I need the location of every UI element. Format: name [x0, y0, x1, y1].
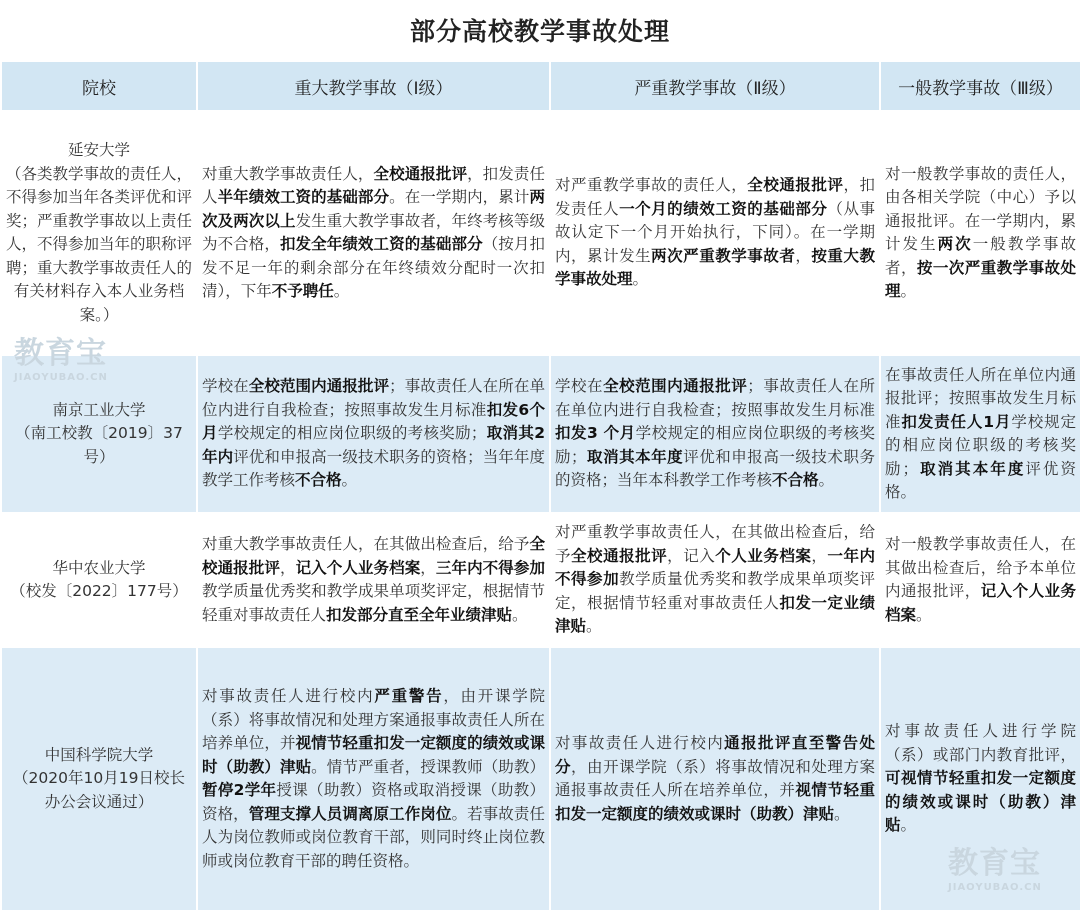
- major-cell: [197, 647, 550, 911]
- watermark-brand: 教育宝: [14, 336, 107, 371]
- plain-text: 对一般教学事故责任人，在其做出检查后，给予本单位内通报批评，: [885, 535, 1076, 600]
- general-cell: [880, 647, 1080, 911]
- major-cell: [197, 513, 550, 647]
- header-general: 一般教学事故（Ⅲ级）: [880, 61, 1080, 111]
- emphasis-text: 暂停2学年: [202, 781, 277, 799]
- emphasis-text: 严重警告: [374, 687, 444, 705]
- header-school: 院校: [1, 61, 197, 111]
- school-cell: [1, 355, 197, 513]
- plain-text: ，: [279, 558, 296, 577]
- plain-text: 学校在: [202, 377, 249, 396]
- watermark-url: JIAOYUBAO.CN: [948, 882, 1042, 893]
- page-title: 部分高校教学事故处理: [409, 17, 670, 46]
- school-name: 华中农业大学: [52, 558, 146, 577]
- plain-text: 。: [512, 605, 528, 624]
- emphasis-text: 按一次严重教学事故处理: [885, 258, 1076, 300]
- general-cell: [880, 355, 1080, 513]
- watermark-brand: 教育宝: [948, 846, 1041, 881]
- emphasis-text: 一年内不得参加: [555, 546, 875, 589]
- plain-text: 在事故责任人所在单位内通报批评；按照事故发生月标准: [885, 365, 1076, 431]
- plain-text: 。情节严重者，授课教师（助教）: [311, 757, 545, 776]
- plain-text: 对事故责任人进行校内: [555, 734, 725, 752]
- general-cell: [880, 513, 1080, 647]
- plain-text: ，由开课学院（系）将事故情况和处理方案通报事故责任人所在培养单位，并: [202, 687, 545, 752]
- plain-text: 学校规定的相应岗位职级的考核奖励；: [885, 412, 1076, 478]
- emphasis-text: 取消其本年度: [918, 459, 1026, 478]
- plain-text: 对严重教学事故责任人，在其做出检查后，给予: [555, 523, 875, 565]
- plain-text: ，: [811, 546, 828, 565]
- plain-text: ；事故责任人在所在单位内进行自我检查；按照事故发生月标准: [555, 377, 875, 419]
- plain-text: ，扣发责任人: [555, 176, 875, 218]
- emphasis-text: 扣发全年绩效工资的基础部分: [279, 235, 483, 253]
- emphasis-text: 记入个人业务档案: [295, 558, 421, 577]
- plain-text: 。在一学期内，累计: [389, 188, 530, 206]
- emphasis-text: 扣发6个月: [202, 400, 545, 443]
- plain-text: 。: [900, 282, 917, 300]
- emphasis-text: 三年内不得参加: [435, 558, 545, 577]
- plain-text: 对重大教学事故责任人，在其做出检查后，给予: [202, 535, 530, 553]
- accident-table: [0, 60, 1080, 912]
- school-name: 南京工业大学: [52, 400, 146, 419]
- plain-text: 对重大教学事故责任人，: [202, 164, 374, 183]
- plain-text: 授课（助教）资格或取消授课（助教）资格，: [202, 781, 545, 823]
- emphasis-text: 不合格: [772, 471, 819, 490]
- header-serious: 严重教学事故（Ⅱ级）: [550, 61, 880, 111]
- emphasis-text: 视情节轻重扣发一定额度的绩效或课时（助教）津贴: [555, 781, 875, 823]
- table-row: [1, 111, 1080, 355]
- emphasis-text: 全校通报批评: [747, 176, 844, 195]
- emphasis-text: 全校通报批评: [571, 546, 668, 565]
- plain-text: 发生重大教学事故者，年终考核等级为不合格，: [202, 211, 545, 253]
- plain-text: 对事故责任人进行校内: [202, 687, 375, 705]
- emphasis-text: 通报批评直至警告处分: [555, 734, 875, 776]
- emphasis-text: 半年绩效工资的基础部分: [217, 188, 390, 206]
- watermark-url: JIAOYUBAO.CN: [14, 372, 108, 383]
- table-header-row: [1, 61, 1080, 111]
- major-cell: [197, 111, 550, 355]
- table-row: [1, 647, 1080, 911]
- school-cell: [1, 647, 197, 911]
- emphasis-text: 扣发责任人1月: [901, 412, 1012, 431]
- plain-text: ，由开课学院（系）将事故情况和处理方案通报事故责任人所在培养单位，并: [555, 757, 875, 799]
- school-name: 延安大学: [67, 141, 130, 159]
- school-cell: [1, 513, 197, 647]
- plain-text: ，: [795, 246, 812, 265]
- plain-text: ，: [420, 558, 436, 577]
- emphasis-text: 全校通报批评: [202, 535, 545, 577]
- emphasis-text: 视情节轻重扣发一定额度的绩效或课时（助教）津贴: [202, 734, 545, 776]
- plain-text: 学校规定的相应岗位职级的考核奖励；: [217, 424, 487, 443]
- table-row: [1, 513, 1080, 647]
- emphasis-text: 可视情节轻重扣发一定额度的绩效或课时（助教）津贴: [885, 769, 1076, 835]
- plain-text: 评优资格。: [885, 459, 1076, 501]
- plain-text: 评优和申报高一级技术职务的资格；当年本科教学工作考核: [555, 447, 875, 490]
- plain-text: ；事故责任人在所在单位内进行自我检查；按照事故发生月标准: [202, 377, 545, 419]
- plain-text: 。: [916, 605, 932, 624]
- serious-cell: [550, 647, 880, 911]
- school-name: 中国科学院大学: [44, 745, 154, 764]
- emphasis-text: 两次及两次以上: [202, 188, 545, 230]
- plain-text: ，记入: [667, 546, 716, 565]
- emphasis-text: 取消其2年内: [202, 424, 545, 466]
- school-note: （2020年10月19日校长办公会议通过）: [13, 769, 185, 811]
- plain-text: 。: [834, 804, 850, 823]
- emphasis-text: 不予聘任: [271, 282, 334, 300]
- emphasis-text: 全校范围内通报批评: [248, 377, 390, 396]
- emphasis-text: 按重大教学事故处理: [555, 246, 875, 289]
- plain-text: ，扣发责任人: [202, 164, 545, 206]
- plain-text: 一般教学事故者，: [885, 235, 1076, 277]
- school-note: （南工校教〔2019〕37号）: [15, 424, 183, 466]
- plain-text: 教学质量优秀奖和教学成果单项奖评定，根据情节轻重对事故责任人: [202, 582, 545, 624]
- plain-text: 对严重教学事故的责任人，: [555, 176, 748, 195]
- emphasis-text: 扣发一定业绩津贴: [555, 593, 875, 636]
- serious-cell: [550, 513, 880, 647]
- plain-text: 。: [586, 617, 602, 636]
- emphasis-text: 全校通报批评: [373, 164, 468, 183]
- plain-text: （从事故认定下一个月开始执行，下同）。在一学期内，累计发生: [555, 199, 875, 265]
- emphasis-text: 不合格: [295, 471, 342, 490]
- general-cell: [880, 111, 1080, 355]
- header-major: 重大教学事故（Ⅰ级）: [197, 61, 550, 111]
- emphasis-text: 两次: [937, 235, 973, 253]
- emphasis-text: 管理支撑人员调离原工作岗位: [248, 804, 452, 823]
- school-cell: [1, 111, 197, 355]
- school-note: （校发〔2022〕177号）: [10, 582, 188, 600]
- emphasis-text: 一个月的绩效工资的基础部分: [619, 199, 828, 218]
- plain-text: 学校在: [555, 377, 604, 396]
- emphasis-text: 全校范围内通报批评: [603, 377, 748, 396]
- plain-text: 。: [900, 816, 917, 835]
- plain-text: 对事故责任人进行学院（系）或部门内教育批评，: [885, 722, 1076, 764]
- school-note: （各类教学事故的责任人，不得参加当年各类评优和评奖；严重教学事故以上责任人，不得参加当年的职称评聘；重大教学事故责任人的有关材料存入本人业务档案。）: [6, 164, 193, 324]
- plain-text: 教学质量优秀奖和教学成果单项奖评定，根据情节轻重对事故责任人: [555, 570, 875, 612]
- plain-text: 。: [632, 270, 649, 289]
- plain-text: （按月扣发不足一年的剩余部分在年终绩效分配时一次扣清），下年: [202, 235, 545, 300]
- plain-text: 学校规定的相应岗位职级的考核奖励；: [555, 424, 875, 466]
- emphasis-text: 个人业务档案: [715, 546, 812, 565]
- table-row: [1, 355, 1080, 513]
- plain-text: 。: [818, 471, 835, 490]
- plain-text: 。: [341, 471, 358, 490]
- plain-text: 评优和申报高一级技术职务的资格；当年年度教学工作考核: [202, 447, 545, 490]
- emphasis-text: 两次严重教学事故者: [651, 246, 796, 265]
- emphasis-text: 取消其本年度: [586, 447, 684, 466]
- emphasis-text: 扣发部分直至全年业绩津贴: [326, 605, 513, 624]
- plain-text: 对一般教学事故的责任人，由各相关学院（中心）予以通报批评。在一学期内，累计发生: [885, 164, 1076, 253]
- plain-text: 。若事故责任人为岗位教师或岗位教育干部，则同时终止岗位教师或岗位教育干部的聘任资格。: [202, 804, 545, 870]
- plain-text: 。: [333, 282, 350, 300]
- emphasis-text: 扣发3 个月: [555, 424, 636, 443]
- serious-cell: [550, 111, 880, 355]
- major-cell: [197, 355, 550, 513]
- serious-cell: [550, 355, 880, 513]
- emphasis-text: 记入个人业务档案: [885, 582, 1076, 624]
